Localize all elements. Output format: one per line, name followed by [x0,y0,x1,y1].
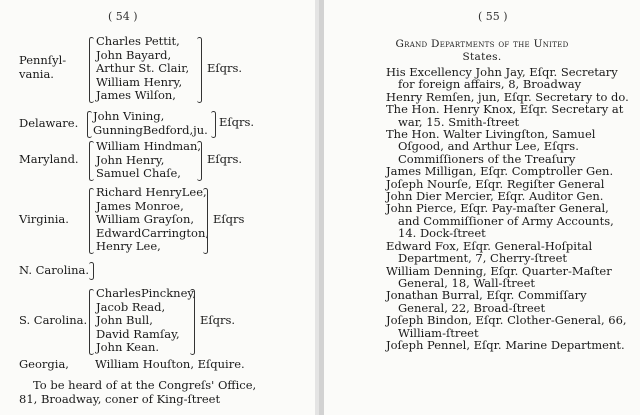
right-brace [190,289,195,355]
right-page [324,0,640,415]
member-name: GunningBedford,ju. [93,122,208,137]
state-label: N. Carolina. [19,263,89,277]
delegation-north-carolina [0,262,315,280]
esquires-label: Eſqrs [213,212,245,226]
state-label: Maryland. [19,152,79,166]
right-brace [211,111,216,138]
office-note-line: To be heard of at the Congreſs' Office, [33,378,257,392]
member-list [96,35,189,103]
department-entry: Jonathan Burral, Eſqr. Commiſſary General, 22, Broad-ſtreet [386,288,587,315]
member-list [96,287,196,355]
member-name: David Ramſay, [96,326,180,341]
member-name: CharlesPinckney, [96,286,197,300]
esquires-label: Eſqrs. [207,152,243,166]
state-label: Georgia, [19,357,69,371]
office-note [19,379,309,406]
right-brace [197,141,202,181]
member-list [96,186,209,254]
department-entry: Joſeph Nourſe, Eſqr. Regiſter General [386,176,605,191]
department-entry: Joſeph Pennel, Eſqr. Marine Department. [386,337,625,352]
member-name: John Henry, [96,152,165,167]
delegation-pennsylvania [0,35,315,103]
state-label: Virginia. [19,212,69,226]
member-list [96,140,201,181]
department-entry: Joſeph Bindon, Eſqr. Clother-General, 66, William-ſtreet [386,313,627,340]
department-entry: Edward Fox, Eſqr. General-Hoſpital Department, 7, Cherry-ſtreet [386,238,593,266]
member-name: John Bayard, [96,47,172,62]
member-name: Jacob Read, [96,299,166,314]
right-brace [89,262,94,280]
state-label: Delaware. [19,116,79,130]
member-name: James Wilſon, [96,88,176,102]
section-title-line: States. [462,50,502,63]
member-name: John Kean. [96,340,160,354]
delegation-virginia [0,186,315,254]
member-name: William Hindman, [96,139,202,153]
member-name: Charles Pettit, [96,34,180,48]
delegation-south-carolina [0,287,315,355]
left-brace [89,188,94,254]
left-brace [89,289,94,355]
delegation-georgia [0,358,315,373]
member-name: William Houſton, Eſquire. [95,357,245,371]
delegation-delaware [0,110,315,138]
left-brace [87,111,92,138]
right-brace [203,188,208,254]
page-number: ( 55 ) [478,10,508,23]
member-name: Samuel Chaſe, [96,166,181,180]
section-title-line: Grand Departments of the United [395,38,569,50]
esquires-label: Eſqrs. [200,313,236,327]
department-entry: Henry Remſen, jun, Eſqr. Secretary to do. [386,89,629,104]
department-entry: His Excellency John Jay, Eſqr. Secretary for foreign affairs, 8, Broadway [386,65,618,92]
member-name: William Henry, [96,74,183,89]
member-name: Richard HenryLee, [96,185,207,199]
section-title [324,38,640,63]
office-note-line: 81, Broadway, coner of King-ſtreet [19,391,221,406]
department-entry: James Milligan, Eſqr. Comptroller Gen. [386,164,614,179]
member-name: James Monroe, [96,198,184,213]
member-name: John Bull, [96,313,153,327]
esquires-label: Eſqrs. [219,115,255,129]
member-name: John Vining, [93,109,165,123]
left-page [0,0,315,415]
member-name: EdwardCarrington, [96,225,210,240]
member-list [93,110,208,137]
member-name: Henry Lee, [96,239,161,253]
left-brace [89,37,94,103]
delegation-maryland [0,140,315,181]
department-entry: The Hon. Henry Knox, Eſqr. Secretary at war, 15. Smith-ſtreet [386,102,624,129]
department-entry: John Dier Mercier, Eſqr. Auditor Gen. [386,189,604,204]
esquires-label: Eſqrs. [207,61,243,75]
department-entry: John Pierce, Eſqr. Pay-maſter General, and Commiſſioner of Army Accounts, 14. Dock-ſtreet [386,201,614,241]
left-brace [89,141,94,181]
state-label: Pennſyl- vania. [19,53,67,81]
department-entry: William Denning, Eſqr. Quarter-Maſter General, 18, Wall-ſtreet [386,263,612,290]
department-entry: The Hon. Walter Livingſton, Samuel Oſgood, and Arthur Lee, Eſqrs. Commiſſioners of the Treaſury [386,127,596,166]
page-number: ( 54 ) [108,10,138,23]
right-brace [197,37,202,103]
department-list [386,66,630,351]
state-label: S. Carolina. [19,313,88,327]
member-name: Arthur St. Clair, [96,61,190,75]
member-name: William Grayſon, [96,212,195,226]
